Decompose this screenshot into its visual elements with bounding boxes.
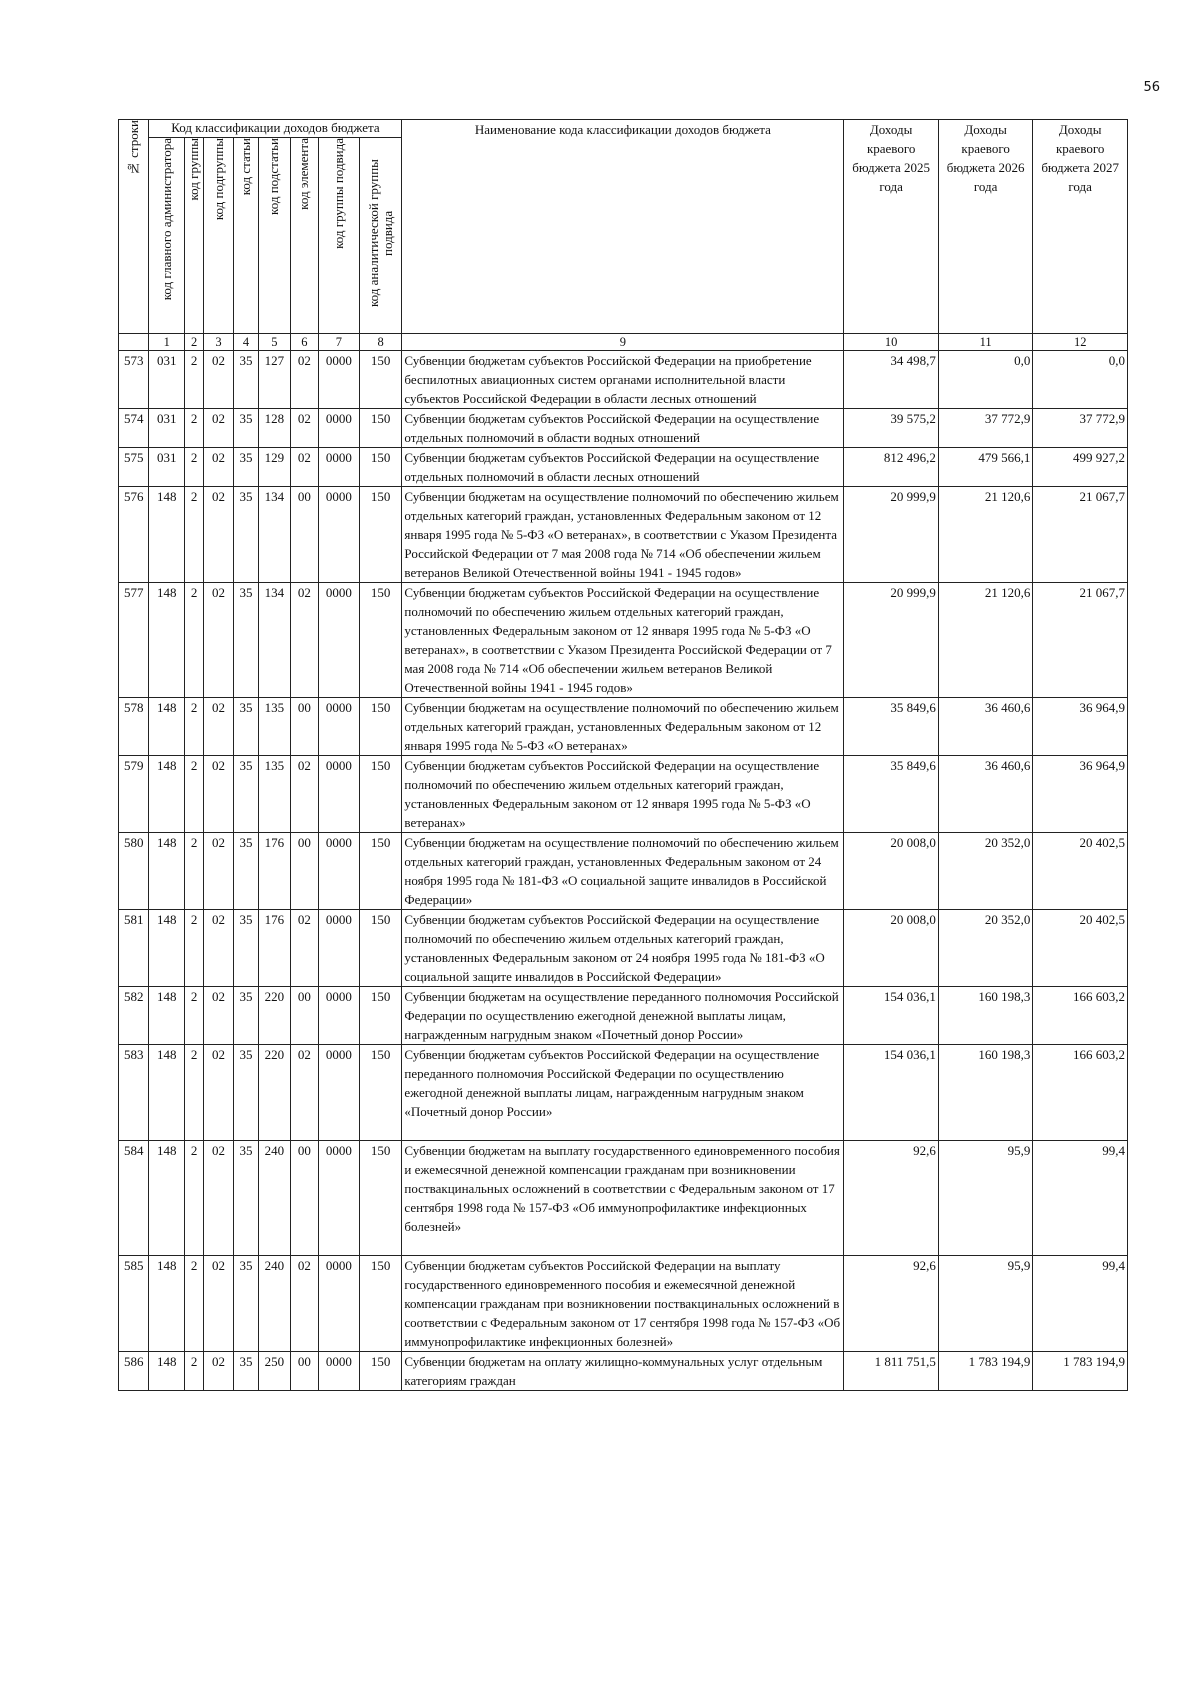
group-code-cell: 2	[185, 756, 204, 833]
element-code-cell: 02	[290, 351, 318, 409]
code-name-cell: Субвенции бюджетам субъектов Российской Федерации на выплату государственного единовременного пособия и ежемесячной денежной компенсации гражданам при возникновении поствакцинальных осложнений в соответствии с Федеральным законом от 17 сентября 1998 года № 157-ФЗ «Об иммунопрофилактике инфекционных болезней»	[402, 1256, 844, 1352]
subarticle-code-cell: 176	[259, 910, 290, 987]
code-name-cell: Субвенции бюджетам субъектов Российской Федерации на осуществление отдельных полномочий в области лесных отношений	[402, 448, 844, 487]
element-code-cell: 02	[290, 448, 318, 487]
header-row-number: № строки	[119, 120, 149, 334]
column-number: 11	[938, 334, 1032, 351]
table-row	[119, 583, 1128, 698]
income-2027-cell: 20 402,5	[1033, 910, 1128, 987]
header-income-2027: Доходы краевого бюджета 2027 года	[1033, 120, 1128, 334]
group-code-cell: 2	[185, 1352, 204, 1391]
subarticle-code-cell: 240	[259, 1256, 290, 1352]
row-number-cell: 576	[119, 487, 149, 583]
column-number: 12	[1033, 334, 1128, 351]
header-subgroup-code: код подгруппы	[204, 138, 233, 334]
subgroup-code-cell: 02	[204, 987, 233, 1045]
income-2027-cell: 37 772,9	[1033, 409, 1128, 448]
subgroup-code-cell: 02	[204, 1256, 233, 1352]
subtype-group-code-cell: 0000	[319, 351, 360, 409]
element-code-cell: 00	[290, 487, 318, 583]
row-number-cell: 586	[119, 1352, 149, 1391]
subgroup-code-cell: 02	[204, 448, 233, 487]
analytic-group-code-cell: 150	[359, 987, 402, 1045]
code-name-cell: Субвенции бюджетам на осуществление полномочий по обеспечению жильем отдельных категорий граждан, установленных Федеральным законом от 12 января 1995 года № 5-ФЗ «О ветеранах», в соответствии с Указом Президента Российской Федерации от 7 мая 2008 года № 714 «Об обеспечении жильем ветеранов Великой Отечественной войны 1941 - 1945 годов»	[402, 487, 844, 583]
admin-code-cell: 148	[149, 756, 185, 833]
income-2027-cell: 20 402,5	[1033, 833, 1128, 910]
element-code-cell: 02	[290, 583, 318, 698]
subtype-group-code-cell: 0000	[319, 1141, 360, 1256]
column-number: 2	[185, 334, 204, 351]
admin-code-cell: 148	[149, 987, 185, 1045]
group-code-cell: 2	[185, 409, 204, 448]
row-number-cell: 578	[119, 698, 149, 756]
row-number-cell: 574	[119, 409, 149, 448]
header-group-code: код группы	[185, 138, 204, 334]
table-row	[119, 910, 1128, 987]
income-2026-cell: 160 198,3	[938, 987, 1032, 1045]
element-code-cell: 02	[290, 1045, 318, 1141]
income-2026-cell: 21 120,6	[938, 583, 1032, 698]
table-row	[119, 833, 1128, 910]
income-2027-cell: 1 783 194,9	[1033, 1352, 1128, 1391]
element-code-cell: 02	[290, 910, 318, 987]
income-2025-cell: 154 036,1	[844, 987, 938, 1045]
subtype-group-code-cell: 0000	[319, 756, 360, 833]
subgroup-code-cell: 02	[204, 583, 233, 698]
analytic-group-code-cell: 150	[359, 351, 402, 409]
income-2025-cell: 20 008,0	[844, 910, 938, 987]
article-code-cell: 35	[233, 1352, 258, 1391]
column-number: 6	[290, 334, 318, 351]
income-2027-cell: 99,4	[1033, 1141, 1128, 1256]
element-code-cell: 00	[290, 1141, 318, 1256]
subtype-group-code-cell: 0000	[319, 1256, 360, 1352]
table-row	[119, 351, 1128, 409]
analytic-group-code-cell: 150	[359, 448, 402, 487]
subgroup-code-cell: 02	[204, 833, 233, 910]
subarticle-code-cell: 128	[259, 409, 290, 448]
row-number-cell: 581	[119, 910, 149, 987]
code-name-cell: Субвенции бюджетам субъектов Российской Федерации на приобретение беспилотных авиационных систем органами исполнительной власти субъектов Российской Федерации в области лесных отношений	[402, 351, 844, 409]
subgroup-code-cell: 02	[204, 1352, 233, 1391]
subtype-group-code-cell: 0000	[319, 487, 360, 583]
column-number: 4	[233, 334, 258, 351]
admin-code-cell: 031	[149, 448, 185, 487]
admin-code-cell: 031	[149, 409, 185, 448]
income-2027-cell: 99,4	[1033, 1256, 1128, 1352]
subarticle-code-cell: 134	[259, 583, 290, 698]
article-code-cell: 35	[233, 583, 258, 698]
article-code-cell: 35	[233, 1141, 258, 1256]
income-2027-cell: 0,0	[1033, 351, 1128, 409]
page-number: 56	[1143, 80, 1160, 95]
subgroup-code-cell: 02	[204, 1045, 233, 1141]
subarticle-code-cell: 220	[259, 1045, 290, 1141]
row-number-cell: 577	[119, 583, 149, 698]
article-code-cell: 35	[233, 1045, 258, 1141]
row-number-cell: 584	[119, 1141, 149, 1256]
subtype-group-code-cell: 0000	[319, 987, 360, 1045]
header-income-2026: Доходы краевого бюджета 2026 года	[938, 120, 1032, 334]
element-code-cell: 02	[290, 409, 318, 448]
code-name-cell: Субвенции бюджетам субъектов Российской Федерации на осуществление переданного полномочия Российской Федерации по осуществлению ежегодной денежной выплаты лицам, награжденным нагрудным знаком «Почетный донор России»	[402, 1045, 844, 1141]
subgroup-code-cell: 02	[204, 1141, 233, 1256]
subarticle-code-cell: 135	[259, 756, 290, 833]
code-name-cell: Субвенции бюджетам на выплату государственного единовременного пособия и ежемесячной денежной компенсации гражданам при возникновении поствакцинальных осложнений в соответствии с Федеральным законом от 17 сентября 1998 года № 157-ФЗ «Об иммунопрофилактике инфекционных болезней»	[402, 1141, 844, 1256]
subarticle-code-cell: 240	[259, 1141, 290, 1256]
subtype-group-code-cell: 0000	[319, 833, 360, 910]
admin-code-cell: 148	[149, 1352, 185, 1391]
income-2026-cell: 0,0	[938, 351, 1032, 409]
income-2025-cell: 34 498,7	[844, 351, 938, 409]
element-code-cell: 02	[290, 756, 318, 833]
income-2025-cell: 92,6	[844, 1256, 938, 1352]
code-name-cell: Субвенции бюджетам на оплату жилищно-коммунальных услуг отдельным категориям граждан	[402, 1352, 844, 1391]
analytic-group-code-cell: 150	[359, 833, 402, 910]
income-2025-cell: 39 575,2	[844, 409, 938, 448]
analytic-group-code-cell: 150	[359, 910, 402, 987]
column-number-row	[119, 334, 1128, 351]
subgroup-code-cell: 02	[204, 756, 233, 833]
subarticle-code-cell: 220	[259, 987, 290, 1045]
group-code-cell: 2	[185, 1141, 204, 1256]
analytic-group-code-cell: 150	[359, 583, 402, 698]
income-2026-cell: 21 120,6	[938, 487, 1032, 583]
group-code-cell: 2	[185, 833, 204, 910]
analytic-group-code-cell: 150	[359, 756, 402, 833]
income-2026-cell: 36 460,6	[938, 756, 1032, 833]
code-name-cell: Субвенции бюджетам субъектов Российской Федерации на осуществление полномочий по обеспечению жильем отдельных категорий граждан, установленных Федеральным законом от 12 января 1995 года № 5-ФЗ «О ветеранах»	[402, 756, 844, 833]
header-income-2025: Доходы краевого бюджета 2025 года	[844, 120, 938, 334]
article-code-cell: 35	[233, 351, 258, 409]
income-2027-cell: 499 927,2	[1033, 448, 1128, 487]
admin-code-cell: 031	[149, 351, 185, 409]
table-row	[119, 1352, 1128, 1391]
group-code-cell: 2	[185, 448, 204, 487]
income-2027-cell: 166 603,2	[1033, 987, 1128, 1045]
code-name-cell: Субвенции бюджетам субъектов Российской Федерации на осуществление полномочий по обеспечению жильем отдельных категорий граждан, установленных Федеральным законом от 12 января 1995 года № 5-ФЗ «О ветеранах», в соответствии с Указом Президента Российской Федерации от 7 мая 2008 года № 714 «Об обеспечении жильем ветеранов Великой Отечественной войны 1941 - 1945 годов»	[402, 583, 844, 698]
income-2026-cell: 20 352,0	[938, 833, 1032, 910]
code-name-cell: Субвенции бюджетам на осуществление полномочий по обеспечению жильем отдельных категорий граждан, установленных Федеральным законом от 24 ноября 1995 года № 181-ФЗ «О социальной защите инвалидов в Российской Федерации»	[402, 833, 844, 910]
income-2026-cell: 37 772,9	[938, 409, 1032, 448]
element-code-cell: 00	[290, 987, 318, 1045]
subtype-group-code-cell: 0000	[319, 910, 360, 987]
column-number: 10	[844, 334, 938, 351]
income-2026-cell: 95,9	[938, 1141, 1032, 1256]
admin-code-cell: 148	[149, 1256, 185, 1352]
article-code-cell: 35	[233, 448, 258, 487]
group-code-cell: 2	[185, 698, 204, 756]
element-code-cell: 02	[290, 1256, 318, 1352]
group-code-cell: 2	[185, 1256, 204, 1352]
subgroup-code-cell: 02	[204, 910, 233, 987]
article-code-cell: 35	[233, 1256, 258, 1352]
column-number: 7	[319, 334, 360, 351]
row-number-cell: 585	[119, 1256, 149, 1352]
subarticle-code-cell: 135	[259, 698, 290, 756]
code-name-cell: Субвенции бюджетам на осуществление полномочий по обеспечению жильем отдельных категорий граждан, установленных Федеральным законом от 12 января 1995 года № 5-ФЗ «О ветеранах»	[402, 698, 844, 756]
subgroup-code-cell: 02	[204, 487, 233, 583]
table-row	[119, 1045, 1128, 1141]
income-2026-cell: 95,9	[938, 1256, 1032, 1352]
row-number-cell: 583	[119, 1045, 149, 1141]
income-2027-cell: 21 067,7	[1033, 583, 1128, 698]
income-2025-cell: 154 036,1	[844, 1045, 938, 1141]
row-number-cell: 573	[119, 351, 149, 409]
admin-code-cell: 148	[149, 1141, 185, 1256]
article-code-cell: 35	[233, 833, 258, 910]
subtype-group-code-cell: 0000	[319, 409, 360, 448]
row-number-cell: 582	[119, 987, 149, 1045]
row-number-cell: 579	[119, 756, 149, 833]
income-2026-cell: 479 566,1	[938, 448, 1032, 487]
analytic-group-code-cell: 150	[359, 1045, 402, 1141]
article-code-cell: 35	[233, 910, 258, 987]
admin-code-cell: 148	[149, 583, 185, 698]
header-admin-code: код главного администратора	[149, 138, 185, 334]
table-row	[119, 1256, 1128, 1352]
table-row	[119, 1141, 1128, 1256]
analytic-group-code-cell: 150	[359, 487, 402, 583]
admin-code-cell: 148	[149, 1045, 185, 1141]
income-2026-cell: 160 198,3	[938, 1045, 1032, 1141]
table-row	[119, 448, 1128, 487]
admin-code-cell: 148	[149, 910, 185, 987]
subtype-group-code-cell: 0000	[319, 698, 360, 756]
element-code-cell: 00	[290, 833, 318, 910]
subtype-group-code-cell: 0000	[319, 583, 360, 698]
group-code-cell: 2	[185, 583, 204, 698]
group-code-cell: 2	[185, 487, 204, 583]
income-2025-cell: 20 999,9	[844, 487, 938, 583]
article-code-cell: 35	[233, 987, 258, 1045]
table-row	[119, 756, 1128, 833]
column-number	[119, 334, 149, 351]
row-number-cell: 580	[119, 833, 149, 910]
subtype-group-code-cell: 0000	[319, 1352, 360, 1391]
group-code-cell: 2	[185, 1045, 204, 1141]
header-classification-group: Код классификации доходов бюджета	[149, 120, 402, 138]
income-2027-cell: 36 964,9	[1033, 756, 1128, 833]
article-code-cell: 35	[233, 756, 258, 833]
subarticle-code-cell: 129	[259, 448, 290, 487]
column-number: 8	[359, 334, 402, 351]
income-2027-cell: 21 067,7	[1033, 487, 1128, 583]
row-number-cell: 575	[119, 448, 149, 487]
group-code-cell: 2	[185, 351, 204, 409]
subarticle-code-cell: 176	[259, 833, 290, 910]
header-element-code: код элемента	[290, 138, 318, 334]
analytic-group-code-cell: 150	[359, 1141, 402, 1256]
admin-code-cell: 148	[149, 833, 185, 910]
article-code-cell: 35	[233, 487, 258, 583]
table-row	[119, 487, 1128, 583]
subgroup-code-cell: 02	[204, 698, 233, 756]
article-code-cell: 35	[233, 409, 258, 448]
code-name-cell: Субвенции бюджетам на осуществление переданного полномочия Российской Федерации по осуществлению ежегодной денежной выплаты лицам, награжденным нагрудным знаком «Почетный донор России»	[402, 987, 844, 1045]
table-row	[119, 987, 1128, 1045]
subarticle-code-cell: 134	[259, 487, 290, 583]
header-subtype-group-code: код группы подвида	[319, 138, 360, 334]
header-analytic-group-code: код аналитической группы подвида	[359, 138, 402, 334]
budget-income-table	[118, 119, 1128, 1391]
header-article-code: код статьи	[233, 138, 258, 334]
subgroup-code-cell: 02	[204, 409, 233, 448]
income-2027-cell: 166 603,2	[1033, 1045, 1128, 1141]
income-2026-cell: 36 460,6	[938, 698, 1032, 756]
analytic-group-code-cell: 150	[359, 409, 402, 448]
header-subarticle-code: код подстатьи	[259, 138, 290, 334]
subarticle-code-cell: 127	[259, 351, 290, 409]
subgroup-code-cell: 02	[204, 351, 233, 409]
column-number: 5	[259, 334, 290, 351]
admin-code-cell: 148	[149, 487, 185, 583]
subtype-group-code-cell: 0000	[319, 448, 360, 487]
income-2025-cell: 35 849,6	[844, 756, 938, 833]
header-code-name: Наименование кода классификации доходов бюджета	[402, 120, 844, 334]
code-name-cell: Субвенции бюджетам субъектов Российской Федерации на осуществление полномочий по обеспечению жильем отдельных категорий граждан, установленных Федеральным законом от 24 ноября 1995 года № 181-ФЗ «О социальной защите инвалидов в Российской Федерации»	[402, 910, 844, 987]
column-number: 3	[204, 334, 233, 351]
article-code-cell: 35	[233, 698, 258, 756]
income-2025-cell: 1 811 751,5	[844, 1352, 938, 1391]
income-2025-cell: 20 008,0	[844, 833, 938, 910]
analytic-group-code-cell: 150	[359, 698, 402, 756]
income-2025-cell: 35 849,6	[844, 698, 938, 756]
subtype-group-code-cell: 0000	[319, 1045, 360, 1141]
code-name-cell: Субвенции бюджетам субъектов Российской Федерации на осуществление отдельных полномочий в области водных отношений	[402, 409, 844, 448]
analytic-group-code-cell: 150	[359, 1352, 402, 1391]
group-code-cell: 2	[185, 987, 204, 1045]
subarticle-code-cell: 250	[259, 1352, 290, 1391]
table-row	[119, 698, 1128, 756]
element-code-cell: 00	[290, 1352, 318, 1391]
group-code-cell: 2	[185, 910, 204, 987]
income-2027-cell: 36 964,9	[1033, 698, 1128, 756]
income-2025-cell: 20 999,9	[844, 583, 938, 698]
column-number: 9	[402, 334, 844, 351]
admin-code-cell: 148	[149, 698, 185, 756]
table-row	[119, 409, 1128, 448]
income-2025-cell: 92,6	[844, 1141, 938, 1256]
analytic-group-code-cell: 150	[359, 1256, 402, 1352]
income-2026-cell: 1 783 194,9	[938, 1352, 1032, 1391]
column-number: 1	[149, 334, 185, 351]
income-2026-cell: 20 352,0	[938, 910, 1032, 987]
income-2025-cell: 812 496,2	[844, 448, 938, 487]
element-code-cell: 00	[290, 698, 318, 756]
